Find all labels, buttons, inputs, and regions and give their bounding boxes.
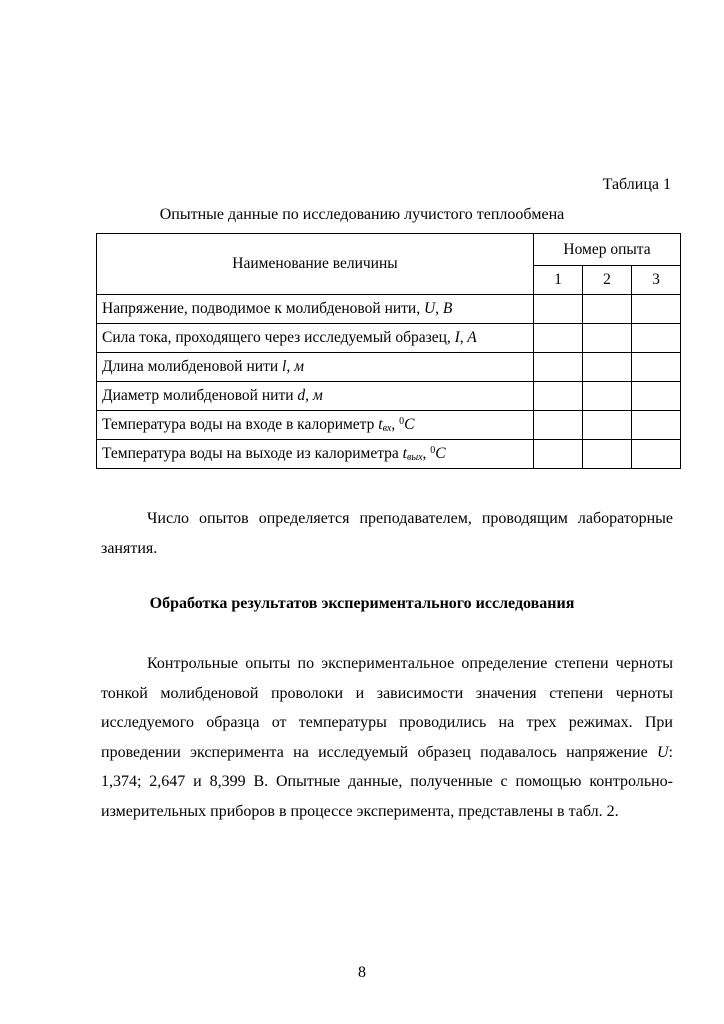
experiment-data-table bbox=[96, 233, 681, 469]
table-row bbox=[97, 324, 681, 353]
experiment-1-header: 1 bbox=[534, 266, 583, 295]
row-label-voltage: Напряжение, подводимое к молибденовой нити, U, B bbox=[97, 295, 534, 324]
table-row bbox=[97, 295, 681, 324]
row-label-diameter: Диаметр молибденовой нити d, м bbox=[97, 382, 534, 411]
experiment-2-header: 2 bbox=[583, 266, 632, 295]
table-cell bbox=[632, 353, 681, 382]
table-cell bbox=[534, 295, 583, 324]
table-cell bbox=[632, 411, 681, 440]
experiment-3-header: 3 bbox=[632, 266, 681, 295]
table-cell bbox=[583, 353, 632, 382]
table-cell bbox=[632, 382, 681, 411]
row-label-length: Длина молибденовой нити l, м bbox=[97, 353, 534, 382]
experiment-number-header: Номер опыта bbox=[534, 234, 681, 266]
table-cell bbox=[534, 353, 583, 382]
table-cell bbox=[534, 411, 583, 440]
page-number: 8 bbox=[358, 964, 366, 981]
row-label-outlet-temperature: Температура воды на выходе из калориметра $t_{вых}$, $^0$C bbox=[97, 440, 534, 469]
table-cell bbox=[583, 324, 632, 353]
table-cell bbox=[534, 382, 583, 411]
table-title: Опытные данные по исследованию лучистого теплообмена bbox=[159, 206, 565, 223]
table-caption: Таблица 1 bbox=[602, 176, 671, 193]
table-cell bbox=[534, 324, 583, 353]
table-row bbox=[97, 353, 681, 382]
table-cell bbox=[534, 440, 583, 469]
table-cell bbox=[583, 440, 632, 469]
table-row bbox=[97, 411, 681, 440]
paragraph-experiment-count: Число опытов определяется преподавателем, проводящим лабораторные занятия. bbox=[101, 510, 673, 557]
table-cell bbox=[632, 324, 681, 353]
paragraph-results: Контрольные опыты по экспериментальное определение степени черноты тонкой молибденовой проволоки и зависимости значения степени черноты исследуемого образца от температуры проводились на трех режимах. При проведении эксперимента на исследуемый образец подавалось напряжение U: 1,374; 2,647 и 8,399 В. Опытные данные, полученные с помощью контрольно-измерительных приборов в процессе эксперимента, представлены в табл. 2. bbox=[101, 655, 673, 820]
table-cell bbox=[583, 295, 632, 324]
row-label-current: Сила тока, проходящего через исследуемый образец, I, A bbox=[97, 324, 534, 353]
name-column-header: Наименование величины bbox=[97, 234, 534, 295]
table-row bbox=[97, 382, 681, 411]
section-heading: Обработка результатов экспериментального исследования bbox=[149, 595, 575, 612]
table-cell bbox=[632, 440, 681, 469]
table-row bbox=[97, 440, 681, 469]
table-cell bbox=[632, 295, 681, 324]
row-label-inlet-temperature: Температура воды на входе в калориметр $t_{вх}$, $^0$C bbox=[97, 411, 534, 440]
table-cell bbox=[583, 411, 632, 440]
table-cell bbox=[583, 382, 632, 411]
